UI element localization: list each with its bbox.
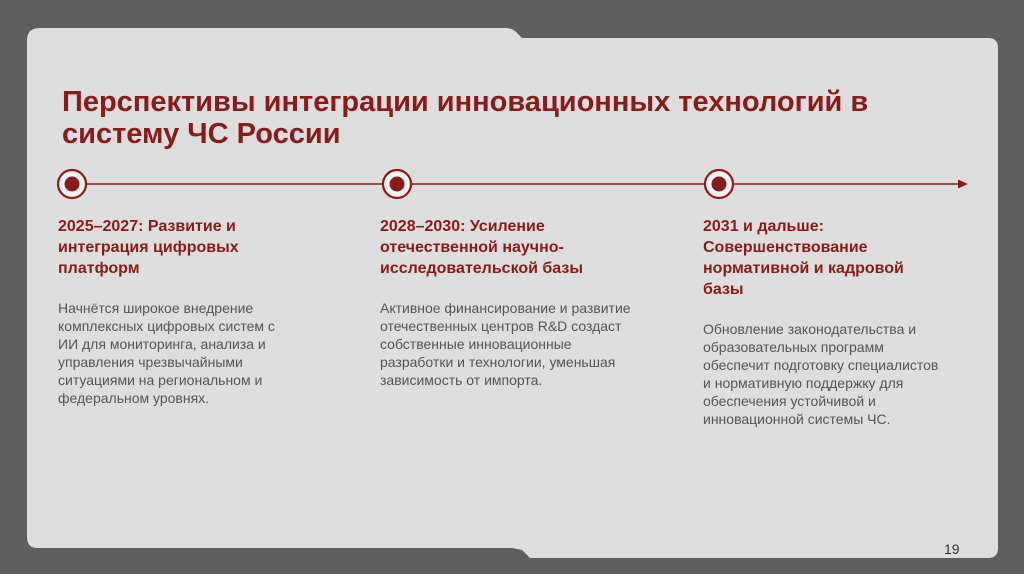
stage-description: Начнётся широкое внедрение комплексных цифровых систем с ИИ для мониторинга, анализа и управления чрезвычайными ситуациями на региональном и федеральном уровнях. xyxy=(58,300,275,406)
stage-heading: 2025–2027: Развитие и интеграция цифровых платформ xyxy=(58,218,239,277)
stage-description: Активное финансирование и развитие отечественных центров R&D создаст собственные инновационные разработки и технологии, уменьшая зависимость от импорта. xyxy=(380,300,631,388)
timeline-marker-1 xyxy=(58,170,86,198)
timeline-arrowhead xyxy=(958,180,968,189)
stage-heading: 2031 и дальше: Совершенствование нормативной и кадровой базы xyxy=(703,218,904,298)
timeline-marker-2 xyxy=(383,170,411,198)
timeline-stage-1 xyxy=(58,216,298,407)
timeline-stage-2 xyxy=(380,216,642,389)
timeline-marker-3 xyxy=(705,170,733,198)
stage-description: Обновление законодательства и образовательных программ обеспечит подготовку специалистов и нормативную поддержку для обеспечения устойчивой и инновационной системы ЧС. xyxy=(703,321,939,427)
page-number: 19 xyxy=(944,541,960,557)
stage-heading: 2028–2030: Усиление отечественной научно-исследовательской базы xyxy=(380,218,584,277)
slide-title: Перспективы интеграции инновационных технологий в систему ЧС России xyxy=(62,86,869,150)
timeline-stage-3 xyxy=(703,216,948,428)
